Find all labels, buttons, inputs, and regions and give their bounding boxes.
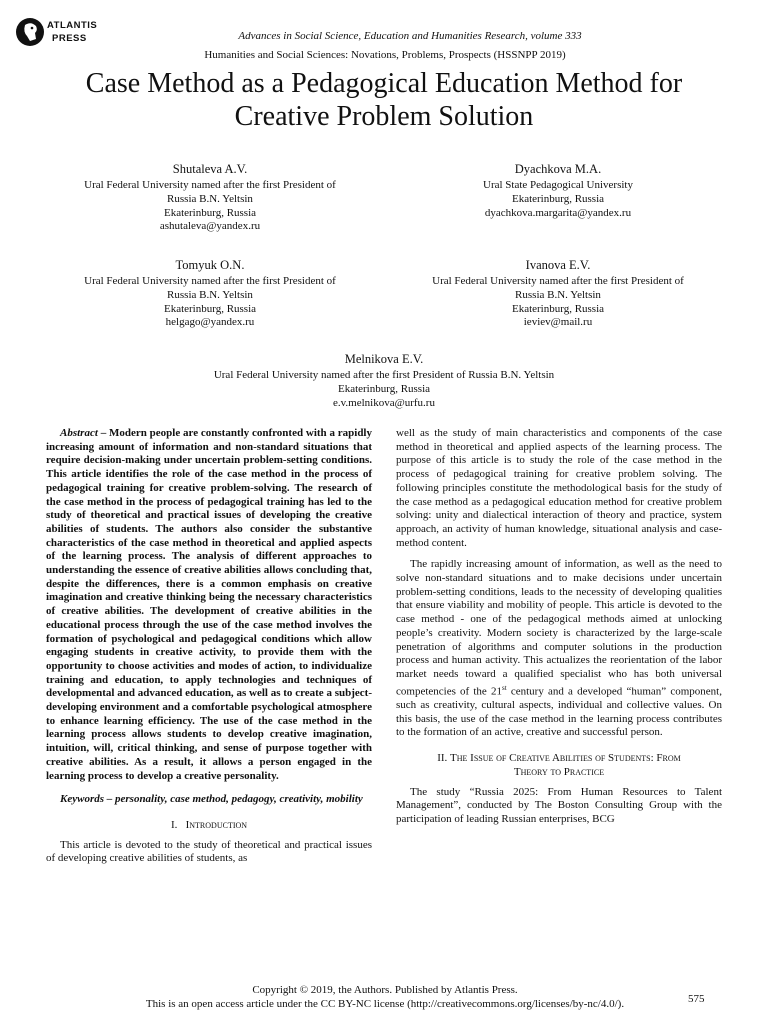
- publisher-logo: [15, 17, 105, 49]
- author-block-4: [388, 257, 728, 330]
- abstract-label: Abstract: [60, 427, 98, 439]
- keywords-text: personality, case method, pedagogy, creativity, mobility: [115, 793, 363, 806]
- license-notice: This is an open access article under the CC BY-NC license (http://creativecommons.org/licenses/by-nc/4.0/).: [145, 998, 625, 1010]
- author-block-2: [388, 161, 728, 220]
- journal-header: Advances in Social Science, Education and Humanities Research, volume 333: [238, 30, 582, 42]
- author-name: Melnikova E.V.: [344, 352, 424, 366]
- author-email: e.v.melnikova@urfu.ru: [333, 396, 435, 409]
- section-heading-introduction: I. Introduction: [170, 818, 248, 831]
- copyright-notice: Copyright © 2019, the Authors. Published by Atlantis Press.: [252, 984, 518, 996]
- author-city: Ekaterinburg, Russia: [337, 382, 431, 395]
- conference-header: Humanities and Social Sciences: Novations, Problems, Prospects (HSSNPP 2019): [204, 49, 566, 61]
- author-block-1: [40, 161, 380, 234]
- abstract-text: Modern people are constantly confronted with a rapidly increasing amount of information and non-standard situations that require decision-making under uncertain problem-setting conditions. This article identifies the role of the case method in the process of pedagogical training for creative problem-solving. The research of the case method in the process of pedagogical training has led to the study of theoretical and practical issues of developing the creative abilities of students. The authors also consider the substantive characteristics of the case method in theoretical and applied aspects of the learning process. The analysis of different approaches to understanding the essence of creative abilities allows concluding that, despite the differences, there is a common emphasis on creative imagination and creative thinking being the necessary characteristics of creative abilities. The development of creative abilities in the educational process through the use of the case method involves the formation of psychological and pedagogical conditions which allow engaging students in creative activity, to provide them with the opportunity to choose activities and modes of action, to individualize training and education, to apply technologies and techniques of developmental and advanced education, as well as to create a subject-developing environment and a comfortable psychological atmosphere to enhance learning efficiency. The use of the case method in the learning process allows students to develop creative imagination, intuition, will, critical thinking, and sense of purpose together with creative abilities. As a result, it allows a person engaged in the learning process to develop a creative personality.: [46, 427, 372, 782]
- author-affiliation: Ural Federal University named after the first President of: [84, 179, 336, 191]
- author-name: Shutaleva A.V.: [172, 162, 248, 176]
- section-heading-creative-abilities: II. The Issue of Creative Abilities of Students: From Theory to Practice: [437, 752, 681, 778]
- author-email: ashutaleva@yandex.ru: [159, 220, 261, 233]
- body-paragraph: The rapidly increasing amount of information, as well as the need to solve non-standard situations and to make decisions under uncertain problem-setting conditions, leads to the necessity of developing qualities that ensure viability and mobility of people. This article is devoted to the case method - one of the pedagogical methods aimed at unlocking people’s creativity. Modern society is characterized by the large-scale penetration of algorithms and computer solutions in the production process and human activity. This actualizes the reorientation of the labor market needs toward a qualified specialist who has both universal competencies of the 21st century and a developed “human” component, such as creativity, cultural aspects, individual and collective values. On this basis, the use of the case method in the learning process contributes to the formation of an active, creative and successful person.: [396, 558, 722, 739]
- author-affiliation: Ural State Pedagogical University: [483, 179, 633, 191]
- body-paragraph: well as the study of main characteristics and components of the case method in theoretical and applied aspects of the learning process. The purpose of this article is to study the role of the case method in the process of pedagogical training for creative problem solving. The following principles constitute the methodological basis for the study of the case method as a pedagogical education method for creative problem solving: unity and dialectical interaction of theory and practice, system approach, an activity of human knowledge, situational analysis and case-method content.: [396, 427, 722, 549]
- author-email: helgago@yandex.ru: [165, 316, 255, 329]
- author-block-3: [40, 257, 380, 330]
- footer: [80, 983, 690, 1011]
- author-affiliation: Russia B.N. Yeltsin: [167, 288, 253, 301]
- publisher-name-line2: PRESS: [52, 33, 87, 44]
- atlas-head-icon: [15, 17, 45, 47]
- author-email: ieviev@mail.ru: [523, 316, 593, 329]
- right-column: [396, 427, 722, 827]
- author-email: dyachkova.margarita@yandex.ru: [484, 206, 632, 219]
- author-affiliation: Russia B.N. Yeltsin: [167, 192, 253, 205]
- author-name: Ivanova E.V.: [525, 258, 591, 272]
- intro-paragraph: This article is devoted to the study of theoretical and practical issues of developing creative abilities of students, as: [46, 838, 372, 865]
- paper-title-line2: Creative Problem Solution: [234, 101, 534, 132]
- author-affiliation: Ural Federal University named after the first President of: [84, 275, 336, 287]
- left-column: [46, 427, 372, 866]
- author-city: Ekaterinburg, Russia: [163, 206, 257, 219]
- body-paragraph: The study “Russia 2025: From Human Resources to Talent Management”, conducted by The Boston Consulting Group with the participation of leading Russian enterprises, BCG: [396, 785, 722, 825]
- author-city: Ekaterinburg, Russia: [511, 192, 605, 205]
- author-block-5: [84, 351, 684, 410]
- author-affiliation: Ural Federal University named after the first President of Russia B.N. Yeltsin: [213, 369, 555, 381]
- keywords-label: Keywords: [60, 793, 104, 806]
- author-city: Ekaterinburg, Russia: [511, 302, 605, 315]
- paper-title-line1: Case Method as a Pedagogical Education Method for: [85, 68, 683, 99]
- author-city: Ekaterinburg, Russia: [163, 302, 257, 315]
- author-name: Tomyuk O.N.: [175, 258, 245, 272]
- author-name: Dyachkova M.A.: [514, 162, 602, 176]
- keywords: Keywords – personality, case method, pedagogy, creativity, mobility: [60, 793, 363, 806]
- author-affiliation: Ural Federal University named after the first President of: [432, 275, 684, 287]
- abstract: Abstract – Modern people are constantly confronted with a rapidly increasing amount of information and non-standard situations that require decision-making under uncertain problem-setting conditions. This article identifies the role of the case method in the process of pedagogical training for creative problem-solving. The research of the case method in the process of pedagogical training has led to the study of theoretical and practical issues of developing the creative abilities of students. The authors also consider the substantive characteristics of the case method in theoretical and applied aspects of the learning process. The analysis of different approaches to understanding the essence of creative abilities allows concluding that, despite the differences, there is a common emphasis on creative imagination and creative thinking being the necessary characteristics of creative abilities. The development of creative abilities in the educational process through the use of the case method involves the formation of psychological and pedagogical conditions which allow engaging students in creative activity, to provide them with the opportunity to choose activities and modes of action, to individualize training and education, to apply technologies and techniques of developmental and advanced education, as well as to create a subject-developing environment and a comfortable psychological atmosphere to enhance learning efficiency. The use of the case method in the learning process allows students to develop creative imagination, intuition, will, critical thinking, and sense of purpose together with creative abilities. As a result, it allows a person engaged in the learning process to develop a creative personality.: [46, 427, 372, 782]
- author-affiliation: Russia B.N. Yeltsin: [515, 288, 601, 301]
- paper-title: [20, 67, 748, 133]
- page-number: 575: [688, 993, 705, 1005]
- publisher-name-line1: ATLANTIS: [47, 20, 98, 31]
